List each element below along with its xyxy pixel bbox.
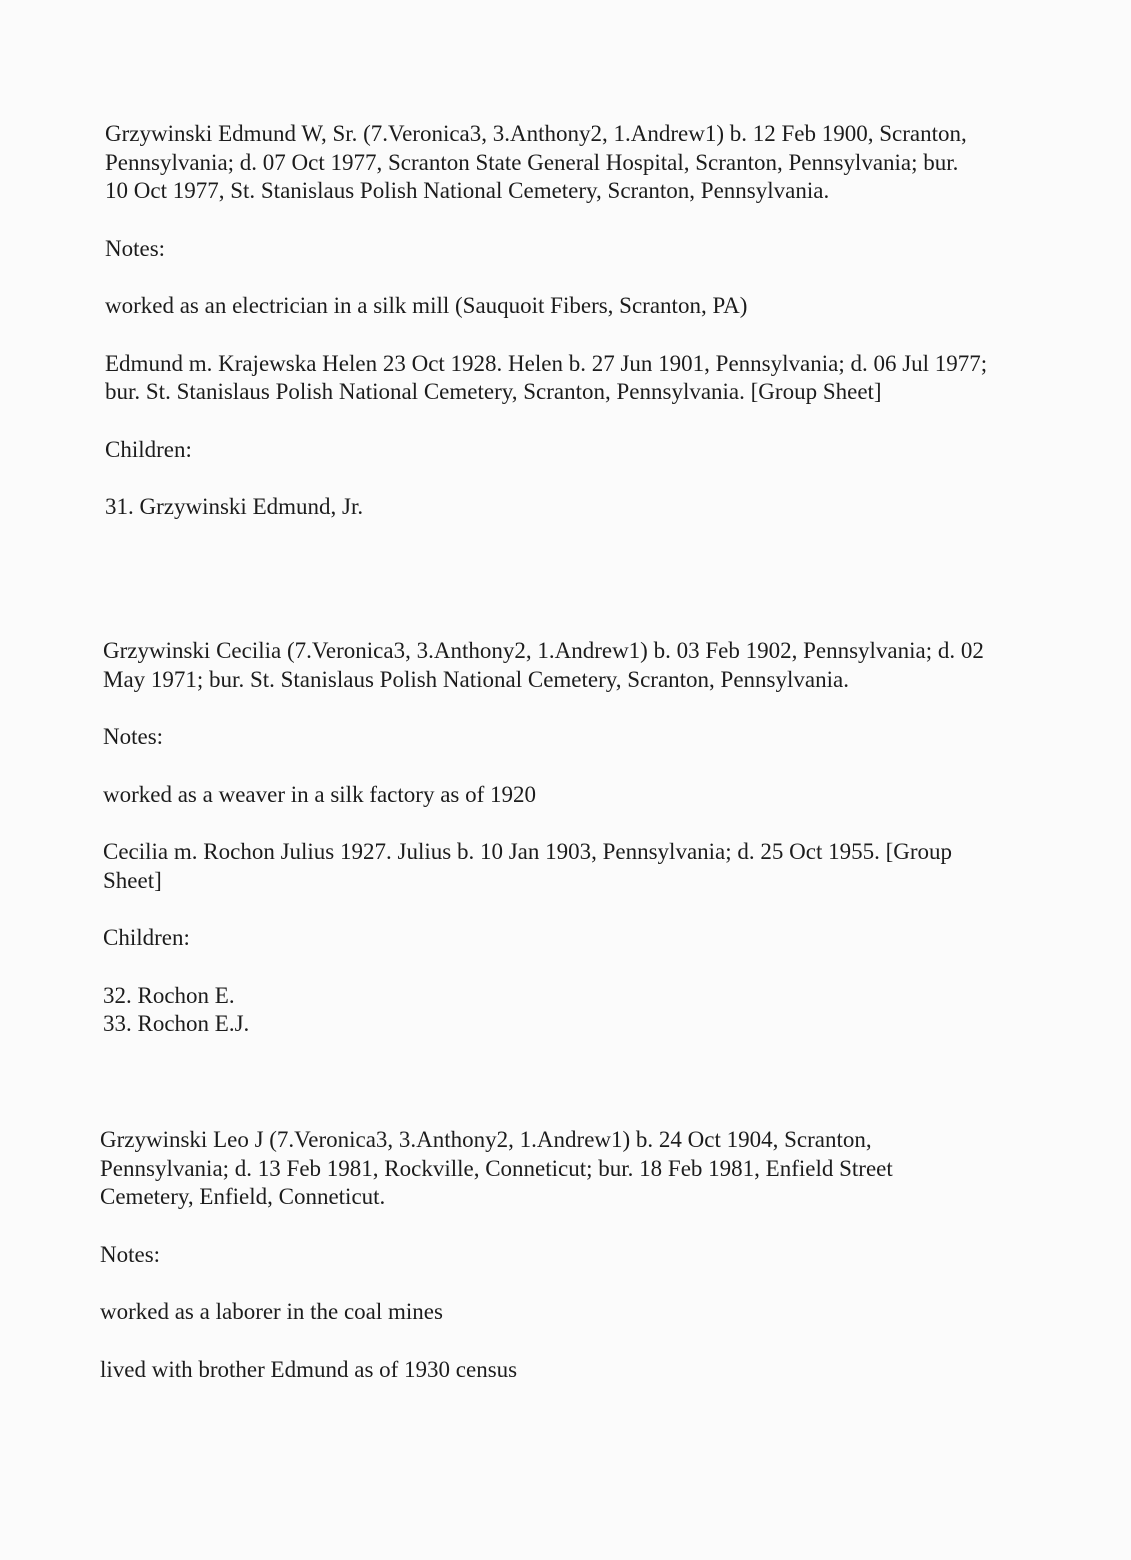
person-entry-cecilia <box>103 637 998 1039</box>
child-item: 31. Grzywinski Edmund, Jr. <box>105 494 364 519</box>
note-text: worked as an electrician in a silk mill (Sauquoit Fibers, Scranton, PA) <box>105 293 748 318</box>
note-text: worked as a laborer in the coal mines <box>100 1299 443 1324</box>
note-text: lived with brother Edmund as of 1930 census <box>100 1356 518 1382</box>
children-list <box>105 493 1010 522</box>
notes-label: Notes: <box>103 724 164 749</box>
entry-heading: Grzywinski Edmund W, Sr. (7.Veronica3, 3.Anthony2, 1.Andrew1) b. 12 Feb 1900, Scranton, Pennsylvania; d. 07 Oct 1977, Scranton State General Hospital, Scranton, Pennsylvania; bur. 10 Oct 1977, St. Stanislaus Polish National Cemetery, Scranton, Pennsylvania. <box>105 121 967 203</box>
children-label: Children: <box>103 925 190 950</box>
person-entry-leo <box>100 1126 990 1384</box>
entry-heading: Grzywinski Leo J (7.Veronica3, 3.Anthony2, 1.Andrew1) b. 24 Oct 1904, Scranton, Pennsylvania; d. 13 Feb 1981, Rockville, Conneticut; bur. 18 Feb 1981, Enfield Street Cemetery, Enfield, Conneticut. <box>100 1127 893 1209</box>
note-text: worked as a weaver in a silk factory as of 1920 <box>103 781 537 807</box>
child-item: 33. Rochon E.J. <box>103 1011 250 1036</box>
child-item: 32. Rochon E. <box>103 982 235 1008</box>
notes-label: Notes: <box>100 1241 161 1267</box>
marriage-text: Edmund m. Krajewska Helen 23 Oct 1928. Helen b. 27 Jun 1901, Pennsylvania; d. 06 Jul 1977; bur. St. Stanislaus Polish National Cemetery, Scranton, Pennsylvania. [Group Sheet] <box>105 350 988 404</box>
notes-label: Notes: <box>105 235 166 261</box>
entry-heading: Grzywinski Cecilia (7.Veronica3, 3.Anthony2, 1.Andrew1) b. 03 Feb 1902, Pennsylvania; d. 02 May 1971; bur. St. Stanislaus Polish National Cemetery, Scranton, Pennsylvania. <box>103 638 984 692</box>
children-label: Children: <box>105 436 192 462</box>
marriage-text: Cecilia m. Rochon Julius 1927. Julius b. 10 Jan 1903, Pennsylvania; d. 25 Oct 1955. [Group Sheet] <box>103 839 953 893</box>
person-entry-edmund <box>105 120 1010 522</box>
children-list <box>103 982 998 1039</box>
